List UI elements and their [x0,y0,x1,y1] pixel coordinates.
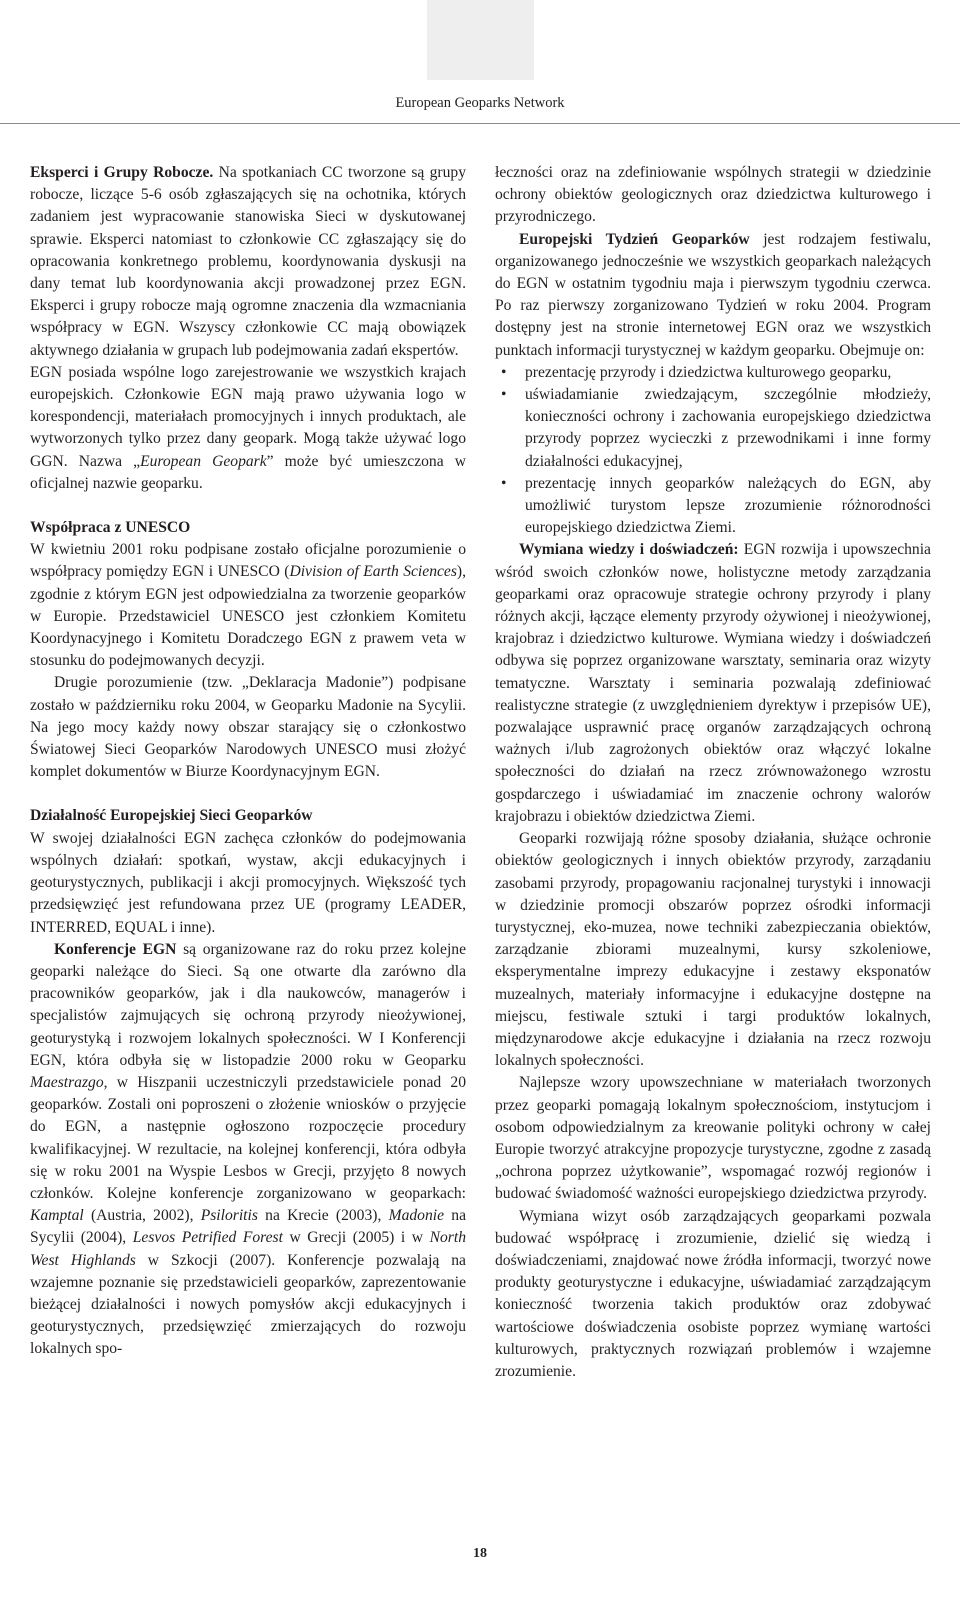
paragraph-visit-exchange: Wymiana wizyt osób zarządzających geoparkami pozwala budować współpracę i zrozumienie, dzielić się wiedzą i doświadczeniami, znajdować nowe źródła informacji, tworzyć nowe produkty geoturystyczne i edukacyjne, uświadamiać zarządzającym konieczność tworzenia takich produktów oraz zdobywać wartościowe doświadczenia osobiste poprzez wymianę wartości kulturowych, praktycznych rozwiązań problemów i wzajemne zrozumienie. [495,1207,931,1380]
left-column [30,162,466,1361]
list-item: • prezentację innych geoparków należących do EGN, aby umożliwić turystom lepsze zrozumienie różnorodności europejskiego dziedzictwa Ziemi. [495,473,931,540]
paragraph-text: , w Hiszpanii uczestniczyli przedstawiciele ponad 20 geoparków. Zostali oni poproszeni o złożenie wniosków o przyjęcie do EGN, a następnie ogłoszono rozpoczęcie procedury kwalifikacyjnej. W rezultacie, na kolejnej konferencji, która odbyła się w roku 2001 na Wyspie Lesbos w Grecji, przyjęto 8 nowych członków. Kolejne konferencje zorganizowano w geoparkach: [30,1073,466,1202]
bullet-list [495,362,931,540]
paragraph-conferences [30,939,466,1361]
italic-term: Kamptal [30,1207,84,1225]
paragraph-geopark-methods: Geoparki rozwijają różne sposoby działania, służące ochronie obiektów geologicznych i innych obiektów przyrody, zarządaniu zasobami przyrody, propagowaniu racjonalnej turystyki i innowacji w dziedzinie promocji obszarów poprzez ośrodki informacji turystycznej, eko-muzea, nowe techniki zabezpieczania obiektów, zarządzanie zbiorami muzealnymi, kursy szkoleniowe, eksperymentalne imprezy edukacyjne i zestawy eksponatów muzealnych, materiały informacyjne i edukacyjne dostępne na miejscu, festiwale sztuki i targi produktów lokalnych, międzynarodowe akcje edukacyjne i działania na rzecz rozwoju lokalnych społeczności. [495,830,931,1070]
page-number: 18 [473,1546,487,1561]
paragraph-text: ” może być umieszczona w oficjalnej nazwie geoparku. [30,452,467,492]
paragraph-activities: W swojej działalności EGN zachęca członków do podejmowania wspólnych działań: spotkań, wystaw, akcji edukacyjnych i geoturystycznych, publikacji i akcji promocyjnych. Większość tych przedsięwzięć jest refundowana przez UE (programy LEADER, INTERRED, EQUAL i inne). [30,829,466,936]
header-rule [0,123,960,124]
heading-inline-geoparks-week: Europejski Tydzień Geoparków [519,230,750,248]
paragraph-text: na Krecie (2003), [257,1207,389,1225]
italic-term: European Geopark [140,452,267,470]
paragraph-text: są organizowane raz do roku przez kolejne geoparki należące do Sieci. Są one otwarte dla zarówno dla pracowników geoparków, jak i dla naukowców, managerów i specjalistów zajmujących się ochroną przyrody nieożywionej, geoturystyką i rozwojem lokalnych społeczności. W I Konferencji EGN, która odbyła się w listopadzie 2000 roku w Geoparku [30,940,466,1069]
paragraph-text: (Austria, 2002), [83,1207,201,1225]
heading-inline-experts: Eksperci i Grupy Robocze. [30,164,214,181]
paragraph-text: na Sycylii (2004), [30,1207,466,1247]
paragraph-geoparks-week [495,229,931,362]
italic-term: Maestrazgo [30,1073,104,1091]
paragraph-text: EGN posiada wspólne logo zarejestrowanie we wszystkich krajach europejskich. Członkowie EGN mają prawo używania logo w korespondencji, materiałach promocyjnych i innych produktach, ale wytworzonych tylko przez dany geopark. Mogą także używać logo GGN. Nazwa „ [30,363,466,470]
list-item: • prezentację przyrody i dziedzictwa kulturowego geoparku, [495,362,931,384]
italic-term: Lesvos Petrified Forest [132,1229,283,1247]
paragraph-text: EGN rozwija i upowszechnia wśród swoich członków nowe, holistyczne metody zarządzania geoparkami oraz opracowuje strategie ochrony przyrody i plany różnych akcji, łączące elementy przyrody ożywionej i nieożywionej, krajobraz i dziedzictwo kulturowe. Wymiana wiedzy i doświadczeń odbywa się poprzez organizowane warsztaty, seminaria oraz wizyty tematyczne. Warsztaty i seminaria pozwalają zdefiniować realistyczne strategie (z uwzględnieniem dyrektyw i przepisów UE), pozwalające usprawnić pracę organów zarządzających ochroną ważnych i/lub zagrożonych obiektów oraz włączyć lokalne społeczności do działań na rzecz zrównoważonego wzrostu gospdarczego i uświadamiać im znaczenie ochrony walorów krajobrazu i obiektów dziedzictwa Ziemi. [495,541,931,825]
italic-term: Madonie [388,1207,445,1225]
italic-term: Psiloritis [200,1207,258,1225]
paragraph-experts [30,162,466,362]
paragraph-text: ), zgodnie z którym EGN jest odpowiedzialna za tworzenie geoparków w Europie. Przedstawiciel UNESCO jest członkiem Komitetu Koordynacyjnego i Komitetu Doradczego EGN z prawem veta w stosunku do podejmowanych decyzji. [30,563,466,670]
paragraph-best-practices: Najlepsze wzory upowszechniane w materiałach tworzonych przez geoparki pomagają lokalnym społecznościom, instytucjom i osobom odpowiedzialnym za kreowanie polityki ochrony w całej Europie tworzyć atrakcyjne propozycje turystyczne, zgodne z zasadą „ochrona poprzez użytkowanie”, wspomagać rozwój regionów i budować świadomość ważności europejskiego dziedzictwa przyrody. [495,1074,931,1203]
paragraph-unesco-agreement [30,539,466,672]
paragraph-text: Na spotkaniach CC tworzone są grupy robocze, liczące 5-6 osób zgłaszających się na ochotnika, których zadaniem jest wypracowanie stanowiska Sieci w dyskutowanej sprawie. Eksperci natomiast to członkowie CC zgłaszający się do opracowania konkretnego problemu, koordynowania dyskusji na dany temat lub koordynowania akcji prowadzonej przez EGN. Eksperci i grupy robocze mają ogromne znaczenia dla wzmacniania współpracy w EGN. Wszyscy członkowie CC mają obowiązek aktywnego działania w grupach lub podejmowania zadań ekspertów. [30,164,466,359]
paragraph-continuation: łeczności oraz na zdefiniowanie wspólnych strategii w dziedzinie ochrony obiektów geologicznych oraz dziedzictwa kulturowego i przyrodniczego. [495,164,931,226]
header-tab-decoration [427,0,534,80]
paragraph-text: w Szkocji (2007). Konferencje pozwalają na wzajemne poznanie się przedstawicieli geoparków, zaprezentowanie bieżącej działalności i nowych pomysłów akcji edukacyjnych i geoturystycznych, przedsięwzięć zmierzających do rozwoju lokalnych spo- [30,1251,466,1358]
paragraph-text: w Grecji (2005) i w [282,1229,430,1247]
paragraph-logo [30,362,466,495]
section-heading-unesco: Współpraca z UNESCO [30,519,191,537]
paragraph-text: W kwietniu 2001 roku podpisane zostało oficjalne porozumienie o współpracy pomiędzy EGN i UNESCO ( [30,541,466,581]
heading-inline-knowledge-exchange: Wymiana wiedzy i doświadczeń: [519,541,739,559]
section-heading-activities: Działalność Europejskiej Sieci Geoparków [30,807,313,825]
paragraph-madonie-declaration: Drugie porozumienie (tzw. „Deklaracja Madonie”) podpisane zostało w październiku roku 2004, w Geoparku Madonie na Sycylii. Na jego mocy każdy nowy obszar starający się o członkostwo Światowej Sieci Geoparków Narodowych UNESCO musi złożyć komplet dokumentów w Biurze Koordynacyjnym EGN. [30,674,466,781]
list-item: • uświadamianie zwiedzającym, szczególnie młodzieży, konieczności ochrony i zachowania europejskiego dziedzictwa przyrody poprzez wycieczki z przewodnikami i inne formy działalności edukacyjnej, [495,384,931,473]
right-column [495,162,931,1383]
paragraph-knowledge-exchange [495,539,931,828]
paragraph-text: jest rodzajem festiwalu, organizowanego jednocześnie we wszystkich geoparkach należących do EGN w ostatnim tygodniu maja i pierwszym tygodniu czerwca. Po raz pierwszy zorganizowano Tydzień w roku 2004. Program dostępny jest na stronie internetowej EGN oraz we wszystkich punktach informacji turystycznej w każdym geoparku. Obejmuje on: [495,230,932,359]
heading-inline-conferences: Konferencje EGN [54,940,177,958]
italic-term: North West Highlands [30,1229,466,1269]
running-header: European Geoparks Network [395,95,565,111]
italic-term: Division of Earth Sciences [289,563,457,581]
